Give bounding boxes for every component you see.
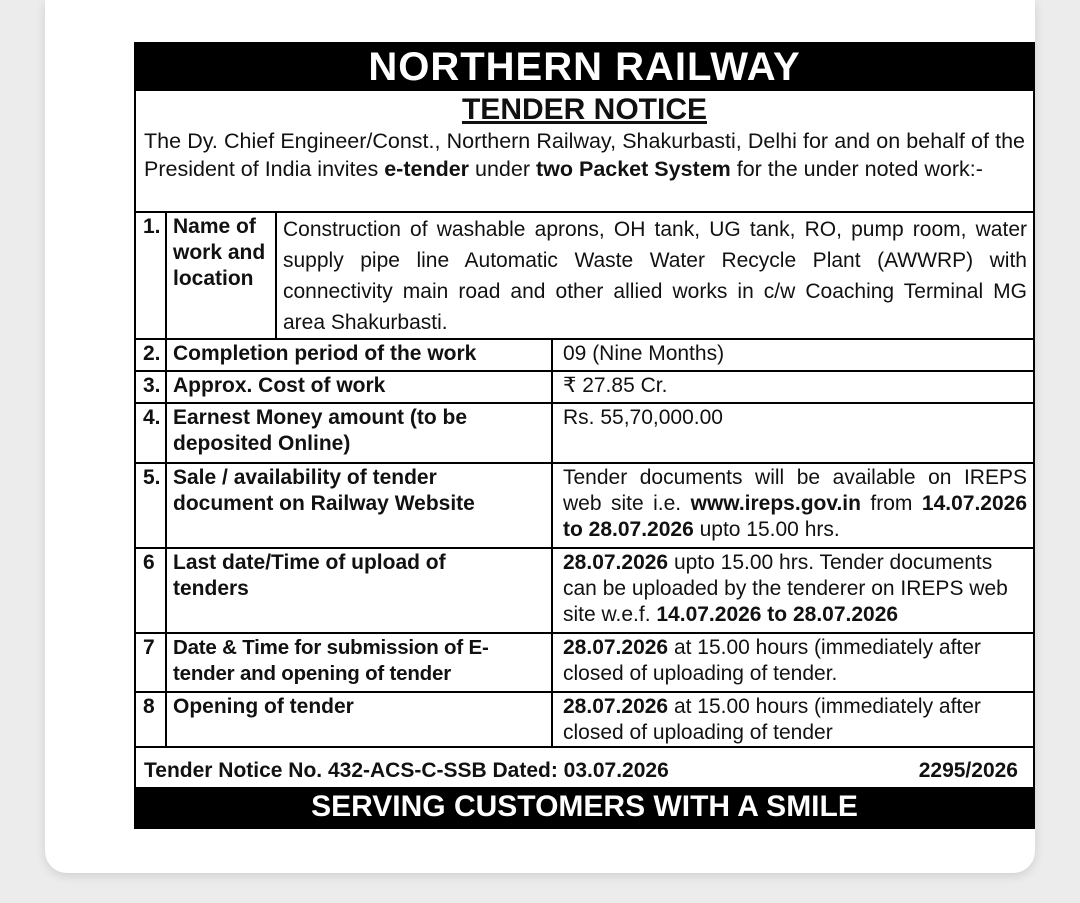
notice-footer [136,752,1033,789]
slogan-banner: SERVING CUSTOMERS WITH A SMILE [136,787,1033,827]
row-value-text: from [860,492,922,515]
row-number: 3. [136,371,166,403]
notice-title: TENDER NOTICE [461,93,707,126]
intro-bold-1: e-tender [384,157,470,181]
row-label: Last date/Time of upload of tenders [166,548,552,633]
row-value-text: at 15.00 hours (immediately after closed of uploading of tender. [563,636,981,685]
opening-date: 28.07.2026 [563,695,669,718]
intro-bold-2: two Packet System [535,157,731,181]
submission-date: 28.07.2026 [563,636,669,659]
row-number: 8 [136,692,166,747]
tender-notice [134,42,1035,829]
table-row [136,633,1033,692]
row-value: 09 (Nine Months) [552,339,1033,371]
row-number: 6 [136,548,166,633]
row-value-text: at 15.00 hours (immediately after closed of uploading of tender [563,695,981,744]
last-date: 28.07.2026 [563,551,669,574]
row-number: 1. [136,212,166,339]
row-value-text: upto 15.00 hrs. Tender documents can be uploaded by the tenderer on IREPS web site w.e.f. [563,551,1008,626]
row-value [552,692,1033,747]
reference-number: 2295/2026 [918,759,1018,782]
row-value: ₹ 27.85 Cr. [552,371,1033,403]
row-label: Sale / availability of tender document on Railway Website [166,463,552,548]
row-value-text: Tender documents will be available on IREPS web site i.e. [563,466,1027,515]
table-row [136,403,1033,463]
intro-text-3: for the under noted work:- [730,157,983,181]
intro-text-2: under [469,157,536,181]
row-value [552,463,1033,548]
image-card [45,0,1035,873]
tender-details-table [136,211,1033,748]
table-row [136,339,1033,371]
table-row [136,212,1033,339]
row-label: Earnest Money amount (to be deposited Online) [166,403,552,463]
row-value: Construction of washable aprons, OH tank, UG tank, RO, pump room, water supply pipe line Automatic Waste Water Recycle Plant (AWWRP) with connectivity main road and other allied works in c/w Coaching Terminal MG area Shakurbasti. [276,212,1033,339]
row-label: Completion period of the work [166,339,552,371]
row-value [552,548,1033,633]
row-value-text: upto 15.00 hrs. [693,518,840,541]
row-value [552,633,1033,692]
table-row [136,371,1033,403]
row-value: Rs. 55,70,000.00 [552,403,1033,463]
date-range: 14.07.2026 to 28.07.2026 [563,492,1027,541]
intro-paragraph [136,127,1033,211]
row-label: Date & Time for submission of E-tender and opening of tender [166,633,552,692]
tender-notice-number: Tender Notice No. 432-ACS-C-SSB Dated: 03.07.2026 [144,759,669,782]
row-number: 7 [136,633,166,692]
date-range: 14.07.2026 to 28.07.2026 [656,603,899,626]
table-row [136,548,1033,633]
row-label: Name of work and location [166,212,276,339]
row-label: Opening of tender [166,692,552,747]
table-row [136,692,1033,747]
org-header: NORTHERN RAILWAY [136,44,1033,91]
row-label: Approx. Cost of work [166,371,552,403]
row-number: 5. [136,463,166,548]
intro-text-1: The Dy. Chief Engineer/Const., Northern Railway, Shakurbasti, Delhi for and on behalf of the President of India invites [144,129,1025,181]
row-number: 2. [136,339,166,371]
row-number: 4. [136,403,166,463]
ireps-url: www.ireps.gov.in [690,492,861,515]
table-row [136,463,1033,548]
